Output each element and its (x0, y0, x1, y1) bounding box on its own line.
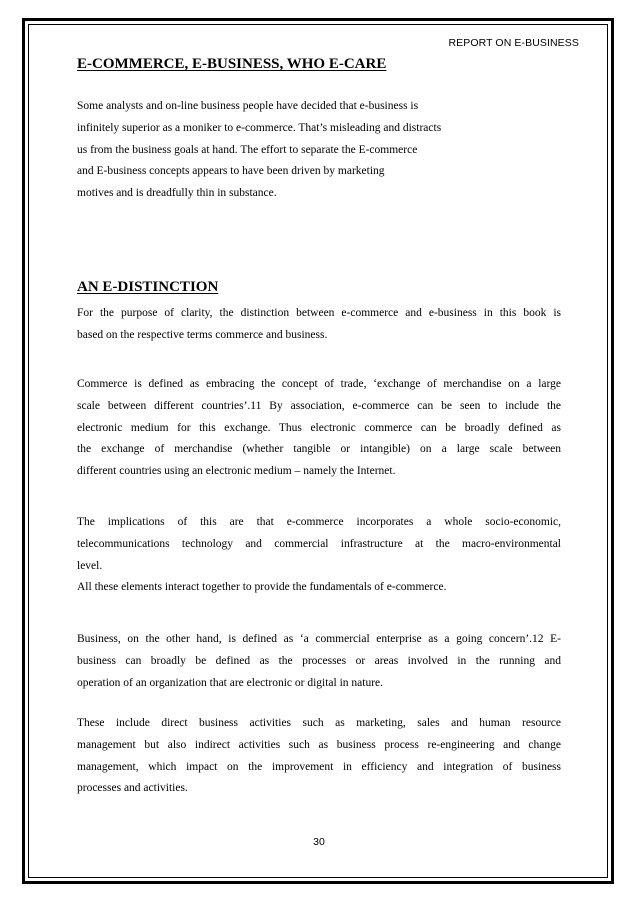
text-line: management, which impact on the improvement in efficiency and integration of business (77, 760, 561, 773)
text-line: scale between different countries’.11 By association, e-commerce can be seen to include the (77, 399, 561, 412)
text-line: based on the respective terms commerce and business. (77, 328, 328, 341)
paragraph-commerce-definition (77, 374, 561, 483)
text-line: These include direct business activities such as marketing, sales and human resource (77, 717, 561, 729)
text-line: business can broadly be defined as the processes or areas involved in the running and (77, 654, 561, 667)
text-line: processes and activities. (77, 782, 188, 795)
text-line: Some analysts and on-line business people have decided that e-business is (77, 100, 419, 112)
text-line: Business, on the other hand, is defined as ‘a commercial enterprise as a going concern’.12 E- (77, 633, 561, 645)
section-heading-ecommerce: E-COMMERCE, E-BUSINESS, WHO E-CARE (77, 56, 387, 72)
text-line: Commerce is defined as embracing the concept of trade, ‘exchange of merchandise on a large (77, 378, 561, 390)
report-header: REPORT ON E-BUSINESS (448, 37, 579, 49)
text-line: level. (77, 559, 103, 572)
text-line: electronic medium for this exchange. Thus electronic commerce can be broadly defined as (77, 421, 561, 434)
text-line: telecommunications technology and commercial infrastructure at the macro-environmental (77, 537, 561, 550)
paragraph-implications (77, 512, 561, 599)
text-line: and E-business concepts appears to have been driven by marketing (77, 165, 385, 178)
text-line: us from the business goals at hand. The effort to separate the E-commerce (77, 143, 418, 156)
text-line: For the purpose of clarity, the distinction between e-commerce and e-business in this book is (77, 307, 561, 319)
text-line: infinitely superior as a moniker to e-commerce. That’s misleading and distracts (77, 121, 442, 134)
paragraph-business-activities (77, 713, 561, 800)
text-line: The implications of this are that e-commerce incorporates a whole socio-economic, (77, 516, 561, 528)
text-line: management but also indirect activities such as business process re-engineering and change (77, 738, 561, 751)
text-line: All these elements interact together to provide the fundamentals of e-commerce. (77, 581, 447, 594)
paragraph-business-definition (77, 629, 561, 694)
text-line: the exchange of merchandise (whether tangible or intangible) on a large scale between (77, 443, 561, 456)
text-line: operation of an organization that are electronic or digital in nature. (77, 676, 384, 689)
paragraph-intro (77, 96, 441, 205)
section-heading-distinction: AN E-DISTINCTION (77, 279, 219, 295)
paragraph-purpose (77, 303, 561, 347)
page-number: 30 (313, 836, 325, 848)
text-line: different countries using an electronic medium – namely the Internet. (77, 465, 396, 478)
text-line: motives and is dreadfully thin in substance. (77, 187, 277, 200)
